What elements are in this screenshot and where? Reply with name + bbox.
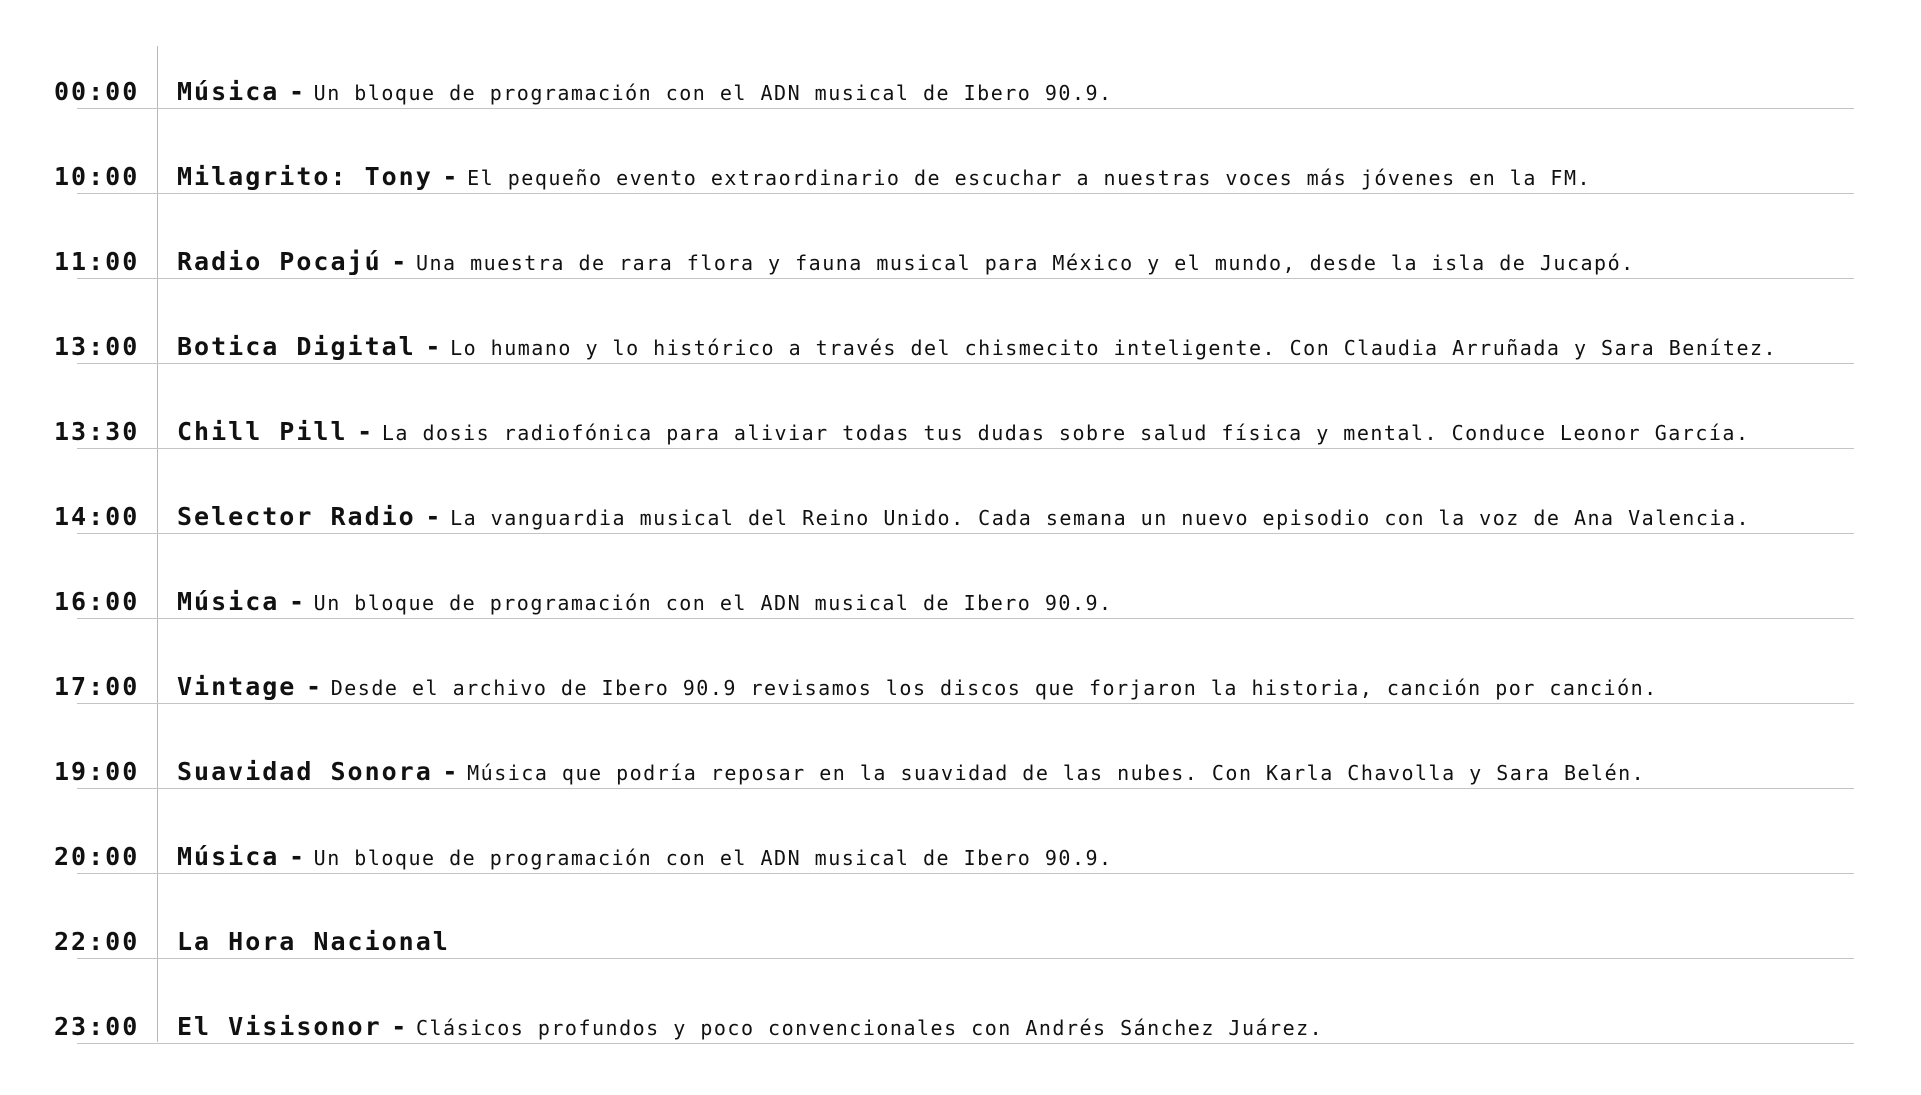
program-title: Chill Pill (177, 417, 348, 446)
row-rule (77, 873, 1854, 874)
schedule-time: 10:00 (54, 162, 140, 191)
row-rule (77, 533, 1854, 534)
program-title: La Hora Nacional (177, 927, 450, 956)
program-description: Lo humano y lo histórico a través del chismecito inteligente. Con Claudia Arruñada y Sara Benítez. (450, 336, 1778, 360)
schedule-time: 20:00 (54, 842, 140, 871)
program-description: Un bloque de programación con el ADN musical de Ibero 90.9. (313, 846, 1113, 870)
row-rule (77, 788, 1854, 789)
title-separator: - (288, 587, 305, 616)
program-title: Música (177, 842, 280, 871)
schedule-entry (177, 1010, 1323, 1047)
schedule-row (0, 585, 1921, 670)
schedule-row (0, 160, 1921, 245)
schedule-row (0, 500, 1921, 585)
row-rule (77, 618, 1854, 619)
schedule-time: 13:30 (54, 417, 140, 446)
row-rule (77, 193, 1854, 194)
schedule-row (0, 925, 1921, 1010)
schedule-entry (177, 415, 1750, 452)
title-separator: - (442, 162, 458, 191)
title-separator: - (425, 502, 441, 531)
program-description: Un bloque de programación con el ADN musical de Ibero 90.9. (313, 81, 1113, 105)
title-separator: - (442, 757, 458, 786)
row-rule (77, 958, 1854, 959)
schedule-time: 11:00 (54, 247, 140, 276)
schedule-entry (177, 670, 1658, 707)
schedule-entry (177, 75, 1113, 112)
schedule-time: 17:00 (54, 672, 140, 701)
schedule-row (0, 75, 1921, 160)
schedule-row (0, 245, 1921, 330)
row-rule (77, 1043, 1854, 1044)
title-separator: - (357, 417, 373, 446)
program-title: El Visisonor (177, 1012, 382, 1041)
schedule-entry (177, 840, 1113, 877)
title-separator: - (391, 247, 407, 276)
schedule-row (0, 415, 1921, 500)
program-description: Una muestra de rara flora y fauna musical para México y el mundo, desde la isla de Jucapó. (415, 251, 1635, 275)
schedule-entry (177, 585, 1113, 622)
row-rule (77, 448, 1854, 449)
schedule-entry (177, 925, 450, 962)
schedule-time: 13:00 (54, 332, 140, 361)
schedule-time: 16:00 (54, 587, 140, 616)
program-description: El pequeño evento extraordinario de escuchar a nuestras voces más jóvenes en la FM. (467, 166, 1592, 190)
program-title: Suavidad Sonora (177, 757, 433, 786)
program-title: Radio Pocajú (177, 247, 382, 276)
schedule-row (0, 1010, 1921, 1095)
schedule-time: 22:00 (54, 927, 140, 956)
program-description: Música que podría reposar en la suavidad de las nubes. Con Karla Chavolla y Sara Belén. (467, 761, 1646, 785)
row-rule (77, 703, 1854, 704)
title-separator: - (306, 672, 322, 701)
schedule-entry (177, 245, 1635, 282)
row-rule (77, 278, 1854, 279)
row-rule (77, 108, 1854, 109)
program-description: Un bloque de programación con el ADN musical de Ibero 90.9. (313, 591, 1113, 615)
schedule-time: 23:00 (54, 1012, 140, 1041)
program-description: Clásicos profundos y poco convencionales con Andrés Sánchez Juárez. (415, 1016, 1324, 1040)
title-separator: - (288, 842, 305, 871)
program-title: Música (177, 587, 280, 616)
schedule-entry (177, 755, 1645, 792)
title-separator: - (425, 332, 441, 361)
schedule-row (0, 840, 1921, 925)
schedule-row (0, 330, 1921, 415)
program-title: Milagrito: Tony (177, 162, 433, 191)
program-description: Desde el archivo de Ibero 90.9 revisamos los discos que forjaron la historia, canción por canción. (330, 676, 1658, 700)
schedule-entry (177, 500, 1750, 537)
schedule-row (0, 670, 1921, 755)
schedule-row (0, 755, 1921, 840)
row-rule (77, 363, 1854, 364)
schedule-entry (177, 330, 1777, 367)
program-description: La vanguardia musical del Reino Unido. Cada semana un nuevo episodio con la voz de Ana Valencia. (450, 506, 1750, 530)
program-description: La dosis radiofónica para aliviar todas tus dudas sobre salud física y mental. Conduce Leonor García. (381, 421, 1750, 445)
program-title: Música (177, 77, 280, 106)
title-separator: - (391, 1012, 407, 1041)
program-title: Botica Digital (177, 332, 416, 361)
schedule-entry (177, 160, 1591, 197)
program-title: Selector Radio (177, 502, 416, 531)
schedule-time: 00:00 (54, 77, 140, 106)
program-title: Vintage (177, 672, 297, 701)
schedule-time: 19:00 (54, 757, 140, 786)
title-separator: - (288, 77, 305, 106)
schedule-time: 14:00 (54, 502, 140, 531)
